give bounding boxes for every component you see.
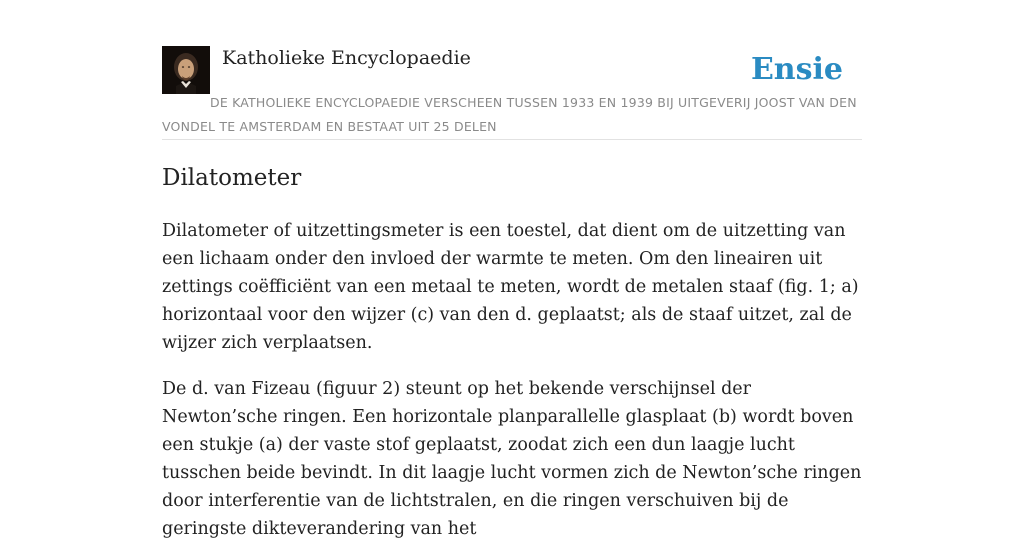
header-divider bbox=[162, 139, 862, 140]
author-avatar[interactable] bbox=[162, 46, 210, 94]
article-paragraph: De d. van Fizeau (figuur 2) steunt op het bekende verschijnsel der Newton’sche ringen. Een horizontale planparallelle glasplaat (b) wordt boven een stukje (a) der vaste stof geplaatst, zoodat zich een dun laagje lucht tusschen beide bevindt. In dit laagje lucht vormen zich de Newton’sche ringen door interferentie van de lichtstralen, en die ringen verschuiven bij de geringste dikteverandering van het bbox=[162, 379, 862, 539]
site-subtitle: DE KATHOLIEKE ENCYCLOPAEDIE VERSCHEEN TUSSEN 1933 EN 1939 BIJ UITGEVERIJ JOOST VAN DEN VONDEL TE AMSTERDAM EN BESTAAT UIT 25 DELEN bbox=[162, 95, 857, 134]
site-title[interactable]: Katholieke Encyclopaedie bbox=[222, 47, 471, 69]
article-title: Dilatometer bbox=[162, 165, 302, 191]
article bbox=[162, 160, 862, 543]
portrait-avatar-icon bbox=[162, 46, 210, 94]
brand-logo[interactable]: Ensie bbox=[750, 52, 843, 87]
article-paragraph: Dilatometer of uitzettingsmeter is een toestel, dat dient om de uitzetting van een lichaam onder den invloed der warmte te meten. Om den lineairen uit zettings coëfficiënt van een metaal te meten, wordt de metalen staaf (fig. 1; a) horizontaal voor den wijzer (c) van den d. geplaatst; als de staaf uitzet, zal de wijzer zich verplaatsen. bbox=[162, 221, 859, 353]
